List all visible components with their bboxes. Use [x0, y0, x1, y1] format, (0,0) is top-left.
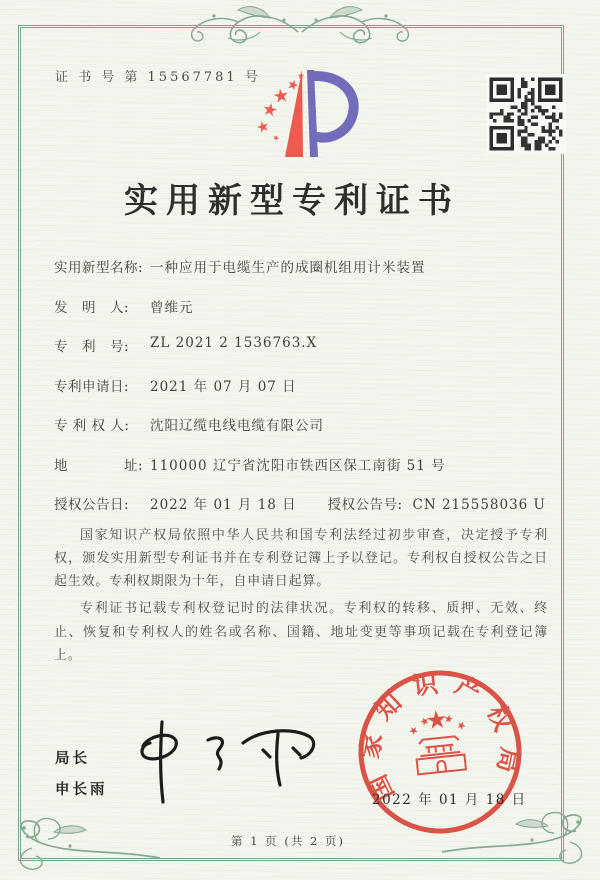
director-block: [55, 744, 108, 806]
field-value: 沈阳辽缆电线电缆有限公司: [150, 418, 324, 434]
director-title: 局长: [55, 751, 90, 767]
field-value: 2022 年 01 月 18 日: [150, 497, 297, 513]
field-label: 实用新型名称:: [54, 260, 144, 276]
field-row-address: [54, 454, 548, 472]
registry-paragraph: 专利证书记载专利权登记时的法律状况。专利权的转移、质押、无效、终止、恢复和专利权人的姓名或名称、国籍、地址变更等事项记载在专利登记簿上。: [54, 601, 548, 663]
seal-date: 2022 年 01 月 18 日: [372, 792, 527, 808]
national-emblem-icon: [406, 707, 468, 736]
field-label: 专 利 号:: [54, 339, 130, 355]
director-signature: [115, 712, 330, 807]
field-row-patentee: [54, 414, 548, 432]
field-row-invention-name: [54, 256, 548, 274]
qr-code: [486, 74, 566, 154]
field-list: [54, 256, 548, 533]
grant-paragraph: 国家知识产权局依照中华人民共和国专利法经过初步审查，决定授予专利权，颁发实用新型专利证书并在专利登记簿上予以登记。专利权自授权公告之日起生效。专利权期限为十年，自申请日起算。: [54, 528, 548, 590]
svg-text:国家知识产权局: 国家知识产权局: [354, 667, 526, 806]
field-label: 授权公告号:: [327, 497, 403, 513]
official-seal: [343, 655, 536, 848]
field-pair-grant-date: [54, 497, 301, 513]
field-label: 地 址:: [54, 457, 144, 474]
field-value: ZL 2021 2 1536763.X: [150, 335, 318, 351]
field-label: 发 明 人:: [54, 299, 130, 316]
field-row-patent-number: [54, 335, 548, 353]
field-row-grant: [54, 493, 548, 511]
legal-text: [54, 524, 548, 671]
field-label: 专 利 权 人:: [54, 418, 130, 434]
page-number: 第 1 页 (共 2 页): [231, 834, 345, 848]
director-name: 申长雨: [55, 782, 108, 798]
field-pair-grant-number: [327, 497, 545, 513]
field-value: 一种应用于电缆生产的成圈机组用计米装置: [150, 260, 426, 276]
field-value: 110000 辽宁省沈阳市铁西区保工南街 51 号: [150, 457, 446, 474]
certificate-number: 证 书 号 第 15567781 号: [55, 70, 261, 85]
field-value: 2021 年 07 月 07 日: [150, 378, 297, 395]
field-row-inventor: [54, 296, 548, 314]
certificate-title: 实用新型专利证书: [124, 181, 460, 221]
field-label: 专利申请日:: [54, 378, 130, 395]
field-label: 授权公告日:: [54, 497, 130, 513]
cnipa-logo: [243, 64, 367, 164]
field-value: CN 215558036 U: [412, 497, 546, 513]
field-value: 曾维元: [150, 299, 194, 316]
field-row-application-date: [54, 375, 548, 393]
